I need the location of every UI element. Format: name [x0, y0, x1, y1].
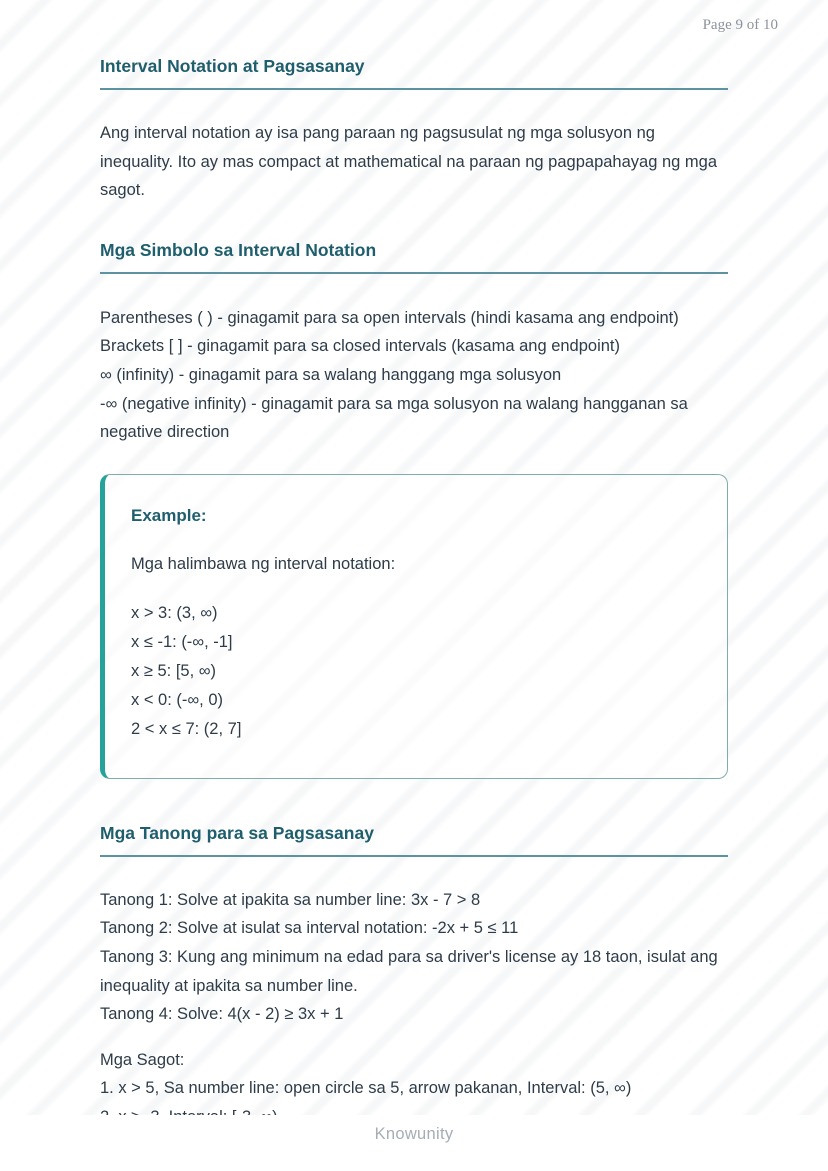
- question-item: Tanong 2: Solve at isulat sa interval notation: -2x + 5 ≤ 11: [100, 919, 519, 938]
- page-number: Page 9 of 10: [702, 17, 778, 33]
- answers-label: Mga Sagot:: [100, 1050, 185, 1069]
- section-heading-tanong: Mga Tanong para sa Pagsasanay: [100, 822, 728, 857]
- example-line: x > 3: (3, ∞): [131, 604, 218, 623]
- questions-list: [100, 886, 728, 1029]
- example-label: Example:: [131, 505, 207, 525]
- symbol-item: ∞ (infinity) - ginagamit para sa walang hanggang mga solusyon: [100, 365, 562, 384]
- symbol-item: Parentheses ( ) - ginagamit para sa open intervals (hindi kasama ang endpoint): [100, 308, 679, 327]
- symbols-list: [100, 304, 728, 447]
- example-box: [100, 474, 728, 779]
- symbol-item: -∞ (negative infinity) - ginagamit para sa mga solusyon na walang hangganan sa negative direction: [100, 394, 688, 442]
- question-item: Tanong 4: Solve: 4(x - 2) ≥ 3x + 1: [100, 1005, 344, 1024]
- footer: [0, 1115, 828, 1171]
- example-line: x < 0: (-∞, 0): [131, 691, 223, 710]
- example-line: x ≤ -1: (-∞, -1]: [131, 633, 233, 652]
- intro-paragraph: Ang interval notation ay isa pang paraan ng pagsusulat ng mga solusyon ng inequality. Ito ay mas compact at mathematical na paraan ng pagpapahayag ng mga sagot.: [100, 124, 717, 200]
- brand-footer: Knowunity: [374, 1125, 454, 1143]
- example-lines: [131, 599, 699, 744]
- example-intro: Mga halimbawa ng interval notation:: [131, 554, 396, 573]
- example-line: 2 < x ≤ 7: (2, 7]: [131, 720, 242, 739]
- example-line: x ≥ 5: [5, ∞): [131, 662, 217, 681]
- symbol-item: Brackets [ ] - ginagamit para sa closed intervals (kasama ang endpoint): [100, 337, 621, 356]
- section-heading-interval-notation: Interval Notation at Pagsasanay: [100, 55, 728, 90]
- page-content: [100, 55, 728, 1132]
- answer-item: 1. x > 5, Sa number line: open circle sa 5, arrow pakanan, Interval: (5, ∞): [100, 1079, 632, 1098]
- question-item: Tanong 3: Kung ang minimum na edad para sa driver's license ay 18 taon, isulat ang inequality at ipakita sa number line.: [100, 947, 718, 995]
- question-item: Tanong 1: Solve at ipakita sa number line: 3x - 7 > 8: [100, 890, 481, 909]
- section-heading-simbolo: Mga Simbolo sa Interval Notation: [100, 239, 728, 274]
